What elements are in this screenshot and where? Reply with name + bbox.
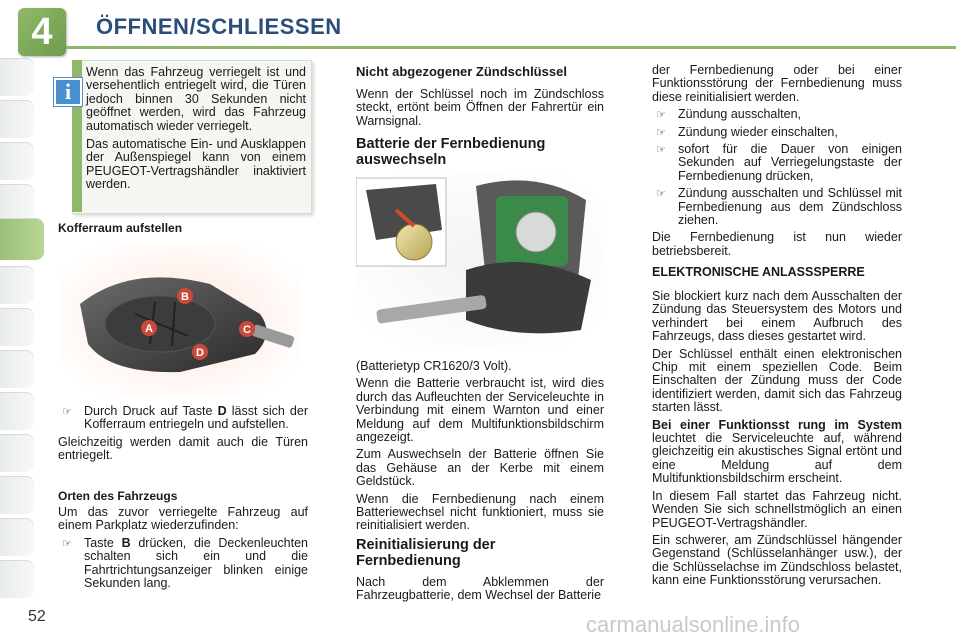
chapter-tab[interactable] [0,476,34,514]
chapter-tab[interactable] [0,266,34,304]
col2-battery-text [356,360,604,537]
para-done: Die Fernbedienung ist nun wieder betriebsbereit. [652,230,902,258]
para-text: Nach dem Abklemmen der Fahrzeugbatterie, dem Wechsel der Batterie [356,575,604,603]
chapter-number-badge: 4 [18,8,66,56]
key-label-a-text: A [145,323,153,335]
heading-battery: Batterie der Fernbedienung auswechseln [356,136,546,168]
para-trunk: Gleichzeitig werden damit auch die Türen entriegelt. [58,434,308,463]
battery-replacement-illustration [356,170,606,350]
page-number: 52 [28,608,46,625]
para-text: leuchtet die Serviceleuchte auf, während gleichzeitig ein akustisches Signal ertönt und eine Meldung auf dem Multifunktionsbildschirm erscheint. [652,431,902,486]
info-paragraph: Wenn das Fahrzeug verriegelt ist und versehentlich entriegelt wird, die Türen jedoch binnen 30 Sekunden nicht geöffnet werden, wird das Fahrzeug automatisch wieder verriegelt. [86,65,306,133]
bullet-reinit: ☞ Zündung ausschalten, [652,108,902,121]
key-label-b-text: B [181,291,189,303]
key-letter: B [121,535,131,550]
heading-reinit: Reinitialisierung der Fernbedienung [356,537,496,569]
para-locate: Um das zuvor verriegelte Fahrzeug auf einem Parkplatz wiederzufinden: [58,505,308,533]
battery-type: (Batterietyp CR1620/3 Volt). [356,359,512,373]
bullet-trunk [58,405,308,432]
chapter-tab[interactable] [0,184,34,222]
info-paragraph: Das automatische Ein- und Ausklappen der Außenspiegel kann von einem PEUGEOT-Vertragshändler inaktiviert werden. [86,137,306,192]
key-label-d-text: D [196,347,204,359]
key-label-c-text: C [243,324,251,336]
chapter-tab[interactable] [0,350,34,388]
para-immo-1: Sie blockiert kurz nach dem Ausschalten der Zündung das Steuersystem des Motors und verhindert bei einem Aufbruch des Fahrzeugs, dass dieses gestartet wird. [652,289,902,344]
para-text: Wenn der Schlüssel noch im Zündschloss steckt, ertönt beim Öffnen der Fahrertür ein Warnsignal. [356,87,604,128]
page-title: ÖFFNEN/SCHLIESSEN [96,14,342,39]
chapter-tab[interactable] [0,58,34,96]
chapter-tab-strip [0,0,40,640]
heading-trunk: Kofferraum aufstellen [58,221,183,235]
bold-text: Bei einer Funktionsst rung im System [652,417,902,432]
bullet-locate [58,537,308,591]
watermark: carmanualsonline.info [586,612,801,637]
header-divider [66,46,956,49]
heading-ignition-key: Nicht abgezogener Zündschlüssel [356,64,567,79]
key-letter: D [217,404,227,418]
para-immo-2: Der Schlüssel enthält einen elektronischen Chip mit einem speziellen Code. Beim Einschalten der Zündung muss der Code identifiziert werden, damit sich das Fahrzeug starten lässt. [652,346,902,415]
chapter-tab[interactable] [0,434,34,472]
remote-key-illustration [60,244,300,396]
para-battery-3: Wenn die Fernbedienung nach einem Batteriewechsel nicht funktioniert, muss sie reinitialisiert werden. [356,491,604,533]
bullet-text: drücken, die Deckenleuchten schalten sich ein und die Fahrtrichtungsanzeiger blinken einige Sekunden lang. [84,535,309,591]
bullet-reinit: ☞ Zündung ausschalten und Schlüssel mit Fernbedienung aus dem Zündschloss ziehen. [652,187,902,227]
col1-text-block-1 [58,405,308,467]
chapter-tab[interactable] [0,142,34,180]
chapter-tab[interactable] [0,560,34,598]
chapter-tab[interactable] [0,308,34,346]
bullet-text: Durch Druck auf Taste [84,404,218,418]
heading-locate: Orten des Fahrzeugs [58,489,178,503]
para-battery-2: Zum Auswechseln der Batterie öffnen Sie das Gehäuse an der Kerbe mit einem Geldstück. [356,447,604,489]
bullet-text: Taste [84,535,122,550]
chapter-tab-active[interactable] [0,218,44,260]
col3-text-block-2 [652,290,902,592]
bullet-reinit: ☞ sofort für die Dauer von einigen Sekunden auf Verriegelungstaste der Fernbedienung drücken, [652,143,902,183]
info-box-text [86,66,306,197]
col1-text-block-2 [58,506,308,594]
bullet-text: lässt sich der Kofferraum entriegeln und aufstellen. [84,404,308,432]
para-immo-4: In diesem Fall startet das Fahrzeug nicht. Wenden Sie sich schnellstmöglich an einen PEUGEOT-Vertragshändler. [652,488,902,530]
chapter-tab[interactable] [0,100,34,138]
heading-immobilizer: ELEKTRONISCHE ANLASSSPERRE [652,265,865,279]
para-ignition-key [356,88,604,132]
para-immo-5: Ein schwerer, am Zündschlüssel hängender Gegenstand (Schlüsselanhänger usw.), der die Schlüsselachse im Zündschloss belastet, kann eine Funktionsstörung verursachen. [652,532,902,588]
chapter-tab[interactable] [0,392,34,430]
para-battery-1: Wenn die Batterie verbraucht ist, wird dies durch das Aufleuchten der Serviceleuchte in Verbindung mit einem Warnton und einer Meldung auf dem Multifunktionsbildschirm angezeigt. [356,376,604,445]
bullet-reinit: ☞ Zündung wieder einschalten, [652,126,902,139]
info-icon: i [54,78,82,106]
para-cont: der Fernbedienung oder bei einer Funktionsstörung der Fernbedienung muss diese reinitialisiert werden. [652,63,902,104]
col3-text-block-1 [652,64,902,262]
para-immo-3 [652,419,902,486]
chapter-tab[interactable] [0,518,34,556]
para-reinit [356,576,604,607]
